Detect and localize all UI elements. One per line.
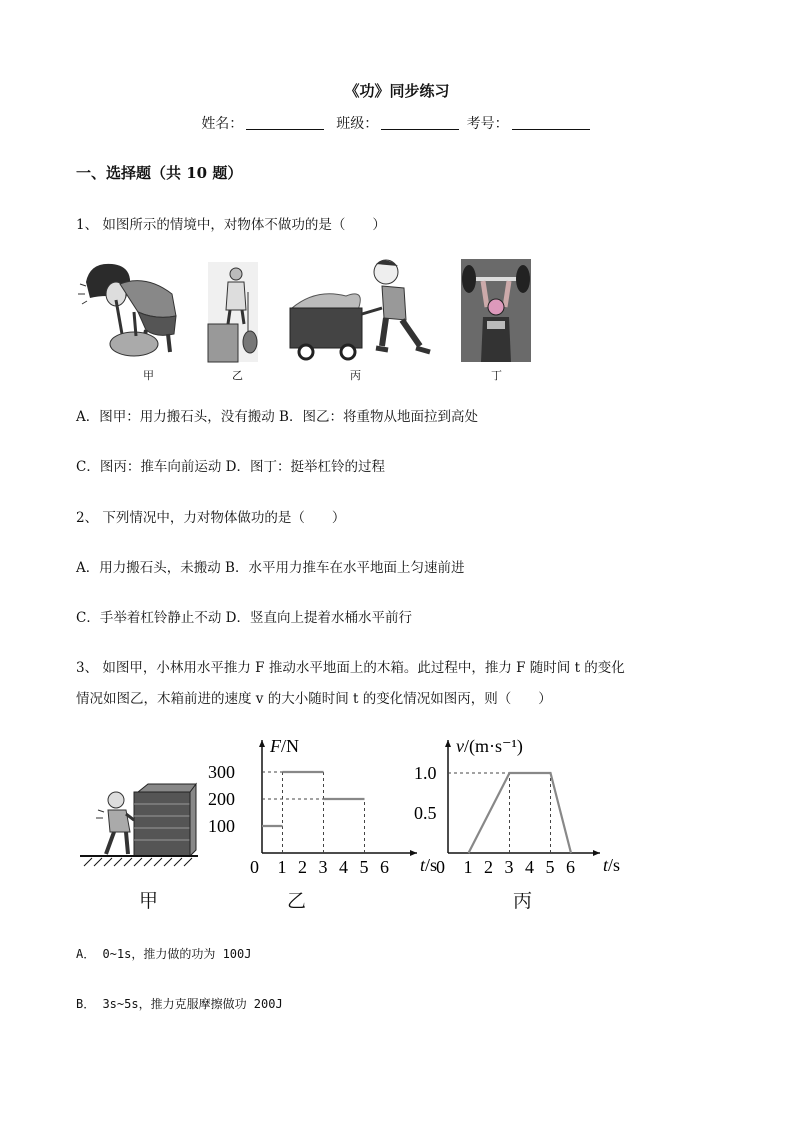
section-heading: 一、选择题（共 10 题）: [76, 164, 243, 182]
q1-figure-jia-image: [76, 254, 186, 362]
x-axis-label: t/s: [420, 855, 438, 875]
y-axis-arrow: [259, 740, 265, 747]
y-axis-label: v/(m·s⁻¹): [456, 736, 523, 756]
q3-option-b: B． 3s~5s，推力克服摩擦做功 200J: [76, 997, 283, 1011]
q3-caption-bing: 丙: [513, 890, 533, 912]
x-tick-label: 4: [525, 857, 534, 877]
x-tick-label: 3: [504, 857, 514, 877]
q3-figure-jia-image: [76, 780, 200, 870]
q3-caption-jia: 甲: [139, 890, 159, 912]
q1-caption-ding: 丁: [491, 369, 502, 382]
q1-caption-jia: 甲: [143, 369, 154, 382]
x-tick-label: 0: [436, 857, 445, 877]
q1-caption-yi: 乙: [232, 369, 243, 382]
x-tick-label: 2: [484, 857, 493, 877]
q3-stem-line1: 3、 如图甲，小林用水平推力 F 推动水平地面上的木箱。此过程中，推力 F 随时间 t 的变化: [76, 660, 625, 676]
class-label: 班级：: [336, 116, 379, 132]
x-tick-label: 5: [359, 857, 369, 877]
q2-options-ab: A．用力搬石头，未搬动 B．水平用力推车在水平地面上匀速前进: [76, 560, 465, 576]
velocity-time-chart: [410, 735, 621, 880]
q2-options-cd: C．手举着杠铃静止不动 D．竖直向上提着水桶水平前行: [76, 610, 412, 626]
x-tick-label: 1: [463, 857, 473, 877]
y-tick-label: 1.0: [414, 763, 437, 783]
y-tick-label: 0.5: [414, 803, 437, 823]
x-tick-label: 6: [566, 857, 575, 877]
q1-caption-bing: 丙: [350, 369, 361, 382]
student-info-row: [0, 113, 794, 133]
x-tick-label: 6: [380, 857, 389, 877]
q1-figure-bing-image: [286, 258, 446, 362]
x-axis-label: t/s: [603, 855, 621, 875]
x-tick-label: 3: [318, 857, 328, 877]
q1-options-cd: C．图丙：推车向前运动 D．图丁：挺举杠铃的过程: [76, 459, 385, 475]
q1-options-ab: A．图甲：用力搬石头，没有搬动 B．图乙：将重物从地面拉到高处: [76, 409, 478, 425]
q1-figure-ding-image: [461, 259, 531, 362]
name-field[interactable]: [246, 115, 324, 130]
q2-stem: 2、 下列情况中，力对物体做功的是（ ）: [76, 510, 346, 526]
q3-caption-yi: 乙: [287, 890, 307, 912]
x-tick-label: 1: [277, 857, 287, 877]
q1-figure-yi-image: [208, 262, 258, 362]
exam-label: 考号：: [466, 116, 509, 132]
page-title: 《功》同步练习: [344, 82, 450, 100]
exam-number-field[interactable]: [512, 115, 590, 130]
x-tick-label: 5: [545, 857, 555, 877]
q1-stem: 1、 如图所示的情境中，对物体不做功的是（ ）: [76, 217, 386, 233]
x-axis-arrow: [593, 850, 600, 856]
velocity-line: [469, 773, 572, 853]
y-tick-label: 200: [208, 789, 235, 809]
y-axis-arrow: [445, 740, 451, 747]
q3-option-a: A． 0~1s，推力做的功为 100J: [76, 947, 252, 961]
y-axis-label: F/N: [270, 736, 299, 756]
class-field[interactable]: [381, 115, 459, 130]
x-tick-label: 0: [250, 857, 259, 877]
q3-stem-line2: 情况如图乙，木箱前进的速度 v 的大小随时间 t 的变化情况如图丙，则（ ）: [76, 691, 552, 707]
name-label: 姓名：: [201, 116, 244, 132]
y-tick-label: 100: [208, 816, 235, 836]
x-tick-label: 2: [298, 857, 307, 877]
y-tick-label: 300: [208, 762, 235, 782]
x-tick-label: 4: [339, 857, 348, 877]
